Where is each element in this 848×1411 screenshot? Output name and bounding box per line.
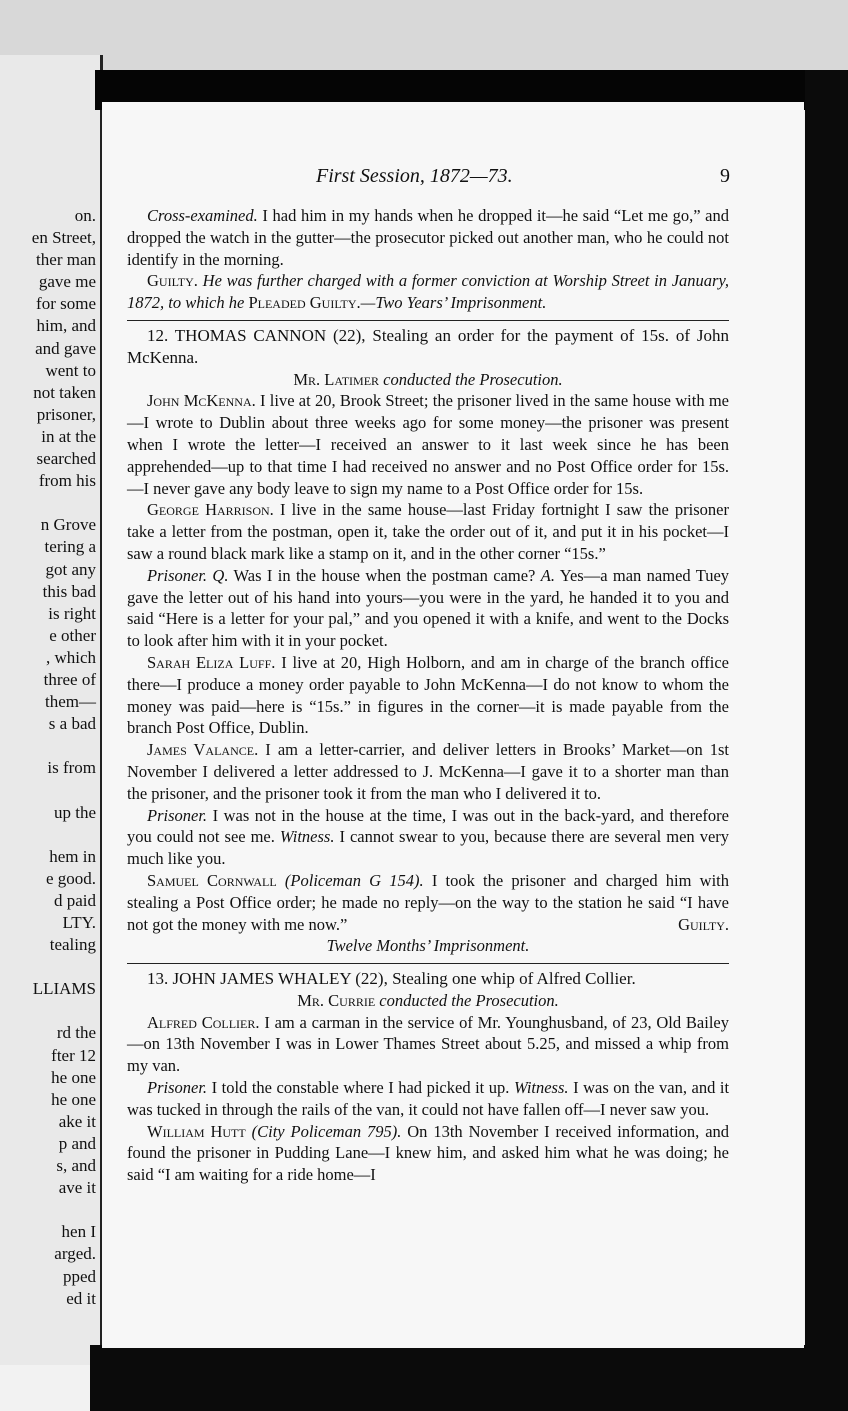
witness-label: Witness. [513, 1078, 569, 1098]
left-page-line: rd the [56, 1023, 96, 1043]
testimony-text: I live at 20, Brook Street; the prisoner lived in the same house with me—I wrote to Dublin about three weeks ago for some money—the prisoner was present when I wrote the letter—I received an answer to it last week since he has been apprehended—up to that time I had received no answer and no Post Office order for 15s.—I never gave any body leave to sign my name to a Post Office order for 15s. [127, 391, 729, 498]
page-number: 9 [720, 165, 730, 187]
prisoner-question-paragraph [127, 565, 729, 652]
counsel-name: Mr. Latimer [293, 369, 380, 389]
witness-name: George Harrison. [147, 500, 274, 520]
prisoner-statement-paragraph [127, 805, 729, 870]
left-page-line: got any [45, 559, 96, 579]
case-divider [127, 963, 729, 964]
left-page-line: en Street, [31, 228, 96, 248]
case-13-counsel [127, 990, 729, 1012]
witness-name: William Hutt [147, 1121, 246, 1141]
verdict-label: Guilty. [147, 271, 198, 291]
left-page-line: ther man [36, 250, 96, 270]
witness-name: James Valance. [147, 740, 259, 760]
left-page-line: ake it [58, 1111, 96, 1131]
left-page-text-fragments [0, 205, 96, 1310]
left-page-line: tealing [49, 935, 96, 955]
left-page-line [0, 492, 96, 514]
left-page-line: them— [45, 692, 96, 712]
book-edge-right [805, 70, 848, 1370]
witness-text: I cannot swear to you, because there are several men very much like you. [127, 827, 730, 869]
testimony-paragraph [127, 739, 729, 804]
cross-label: Cross-examined. [147, 206, 258, 225]
case-divider [127, 320, 729, 321]
verdict-text: He was further charged with a former conviction at Worship Street in January, 1872, to which he [127, 271, 729, 313]
left-page-line: s, and [56, 1156, 96, 1176]
left-page-line [0, 735, 96, 757]
left-page-line: this bad [42, 581, 96, 601]
witness-name: John McKenna. [147, 391, 256, 411]
prisoner-label: Prisoner. [147, 1078, 208, 1098]
left-page-line: three of [43, 669, 96, 689]
case-13-heading: 13. JOHN JAMES WHALEY (22), Stealing one whip of Alfred Collier. [147, 969, 636, 989]
counsel-text: conducted the Prosecution. [383, 369, 563, 389]
left-page-line: e other [49, 625, 96, 645]
left-page-line: for some [36, 294, 96, 314]
prisoner-text: I was not in the house at the time, I was out in the back-yard, and therefore you could not see me. [127, 805, 729, 847]
witness-label: Witness. [279, 827, 335, 847]
question-text: Was I in the house when the postman came? [233, 565, 536, 585]
left-page-line: not taken [33, 382, 96, 402]
book-edge-bottom [90, 1345, 848, 1411]
counsel-name: Mr. Currie [297, 990, 376, 1010]
cross-text: I had him in my hands when he dropped it—he said “Let me go,” and dropped the watch in the gutter—the prosecutor picked out another man, who he could not identify in the morning. [127, 206, 730, 269]
left-page-line: him, and [36, 316, 96, 336]
witness-text: I was on the van, and it was tucked in through the rails of the van, it could not have fallen off—I never saw you. [127, 1078, 730, 1119]
answer-text: Yes—a man named Tuey gave the letter out of his hand into yours—you were in the yard, he handed it to you and said “Here is a letter for your pal,” and you opened it with a knife, and went to the Docks to look after him with it in your pocket. [127, 565, 730, 651]
witness-name: Sarah Eliza Luff. [147, 652, 276, 672]
left-page-line: d paid [53, 890, 96, 910]
left-page-line: hen I [61, 1222, 96, 1242]
left-page-line: went to [45, 360, 96, 380]
left-page-line: gave me [38, 272, 96, 292]
left-page-line: searched [36, 449, 96, 469]
left-page-line: n Grove [40, 515, 96, 535]
left-page-line [0, 1199, 96, 1221]
prisoner-label: Prisoner. [147, 805, 208, 825]
verdict-paragraph [127, 270, 729, 314]
left-page-line: LLIAMS [32, 979, 96, 999]
left-facing-page [0, 55, 103, 1365]
left-page-line: is from [47, 758, 96, 778]
testimony-paragraph [127, 652, 729, 739]
left-page-line: prisoner, [36, 404, 96, 424]
left-page-line: s a bad [48, 714, 96, 734]
page-body [127, 205, 729, 1186]
left-page-line: on. [74, 206, 96, 225]
witness-name: Samuel Cornwall [147, 870, 277, 890]
pleaded-label: Pleaded Guilty. [248, 293, 361, 313]
answer-label: A. [540, 565, 555, 585]
question-label: Q. [212, 565, 229, 585]
prisoner-label: Prisoner. [147, 565, 208, 585]
left-page-line: up the [53, 802, 96, 822]
case-12-sentence [127, 935, 729, 957]
counsel-text: conducted the Prosecution. [379, 990, 559, 1010]
left-page-line [0, 956, 96, 978]
witness-role: (City Policeman 795). [251, 1121, 402, 1141]
left-page-line: arged. [54, 1244, 96, 1264]
left-page-line: tering a [44, 537, 96, 557]
testimony-paragraph [127, 1012, 729, 1077]
witness-role: (Policeman G 154). [284, 870, 424, 890]
case-12-verdict: Guilty. [678, 914, 729, 934]
testimony-text: I am a letter-carrier, and deliver letters in Brooks’ Market—on 1st November I delivered a letter addressed to J. McKenna—I gave it to a shorter man than the prisoner, and the prisoner took it from the man who I delivered it to. [127, 740, 730, 803]
testimony-text: I live in the same house—last Friday fortnight I saw the prisoner take a letter from the postman, open it, take the order out of it, and put it in his pocket—I saw a round black mark like a stamp on it, and in the other corner “15s.” [127, 500, 729, 563]
cross-examination-paragraph [127, 205, 729, 270]
testimony-paragraph [127, 870, 729, 935]
testimony-text: I live at 20, High Holborn, and am in charge of the branch office there—I produce a money order payable to John McKenna—I do not know to whom the money was paid—here is “15s.” in figures in the corner—it is made payable from the branch Post Office, Dublin. [127, 652, 729, 738]
left-page-line: in at the [41, 426, 96, 446]
running-head-title: First Session, 1872—73. [316, 165, 513, 187]
left-page-line: LTY. [62, 913, 96, 932]
left-page-line: and gave [35, 338, 96, 358]
witness-name: Alfred Collier. [147, 1012, 260, 1032]
left-page-line: pped [62, 1266, 96, 1286]
left-page-line: from his [38, 471, 96, 491]
testimony-paragraph [127, 499, 729, 564]
testimony-paragraph [127, 1121, 729, 1186]
left-page-line [0, 824, 96, 846]
left-page-line: ed it [66, 1288, 96, 1308]
left-page-line: fter 12 [51, 1045, 96, 1065]
left-page-line [0, 779, 96, 801]
prisoner-text: I told the constable where I had picked it up. [211, 1078, 510, 1098]
testimony-text: I took the prisoner and charged him with stealing a Post Office order; he made no reply—on the way to the station he said “I have not got the money with me now.” [127, 870, 729, 934]
testimony-paragraph [127, 390, 729, 499]
testimony-text: I am a carman in the service of Mr. Younghusband, of 23, Old Bailey—on 13th November I was in Lower Thames Street about 5.25, and missed a whip from my van. [127, 1012, 729, 1076]
sentence-text: Twelve Months’ Imprisonment. [326, 936, 530, 956]
left-page-line: he one [51, 1067, 96, 1087]
left-page-line: e good. [45, 868, 96, 888]
left-page-line [0, 1000, 96, 1022]
verdict-sentence: —Two Years’ Imprisonment. [360, 293, 547, 313]
left-page-line: hem in [49, 846, 96, 866]
case-12-counsel [127, 369, 729, 391]
left-page-line: , which [45, 647, 96, 667]
case-12-heading: 12. THOMAS CANNON (22), Stealing an order for the payment of 15s. of John McKenna. [127, 325, 729, 367]
left-page-line: he one [51, 1089, 96, 1109]
background-top [0, 0, 848, 70]
left-page-line: p and [58, 1133, 96, 1153]
prisoner-statement-paragraph [127, 1077, 729, 1121]
left-page-line: ave it [58, 1178, 96, 1198]
left-page-line: is right [48, 603, 96, 623]
testimony-text: On 13th November I received information, and found the prisoner in Pudding Lane—I knew him, and asked him what he was doing; he said “I am waiting for a ride home—I [127, 1121, 730, 1185]
